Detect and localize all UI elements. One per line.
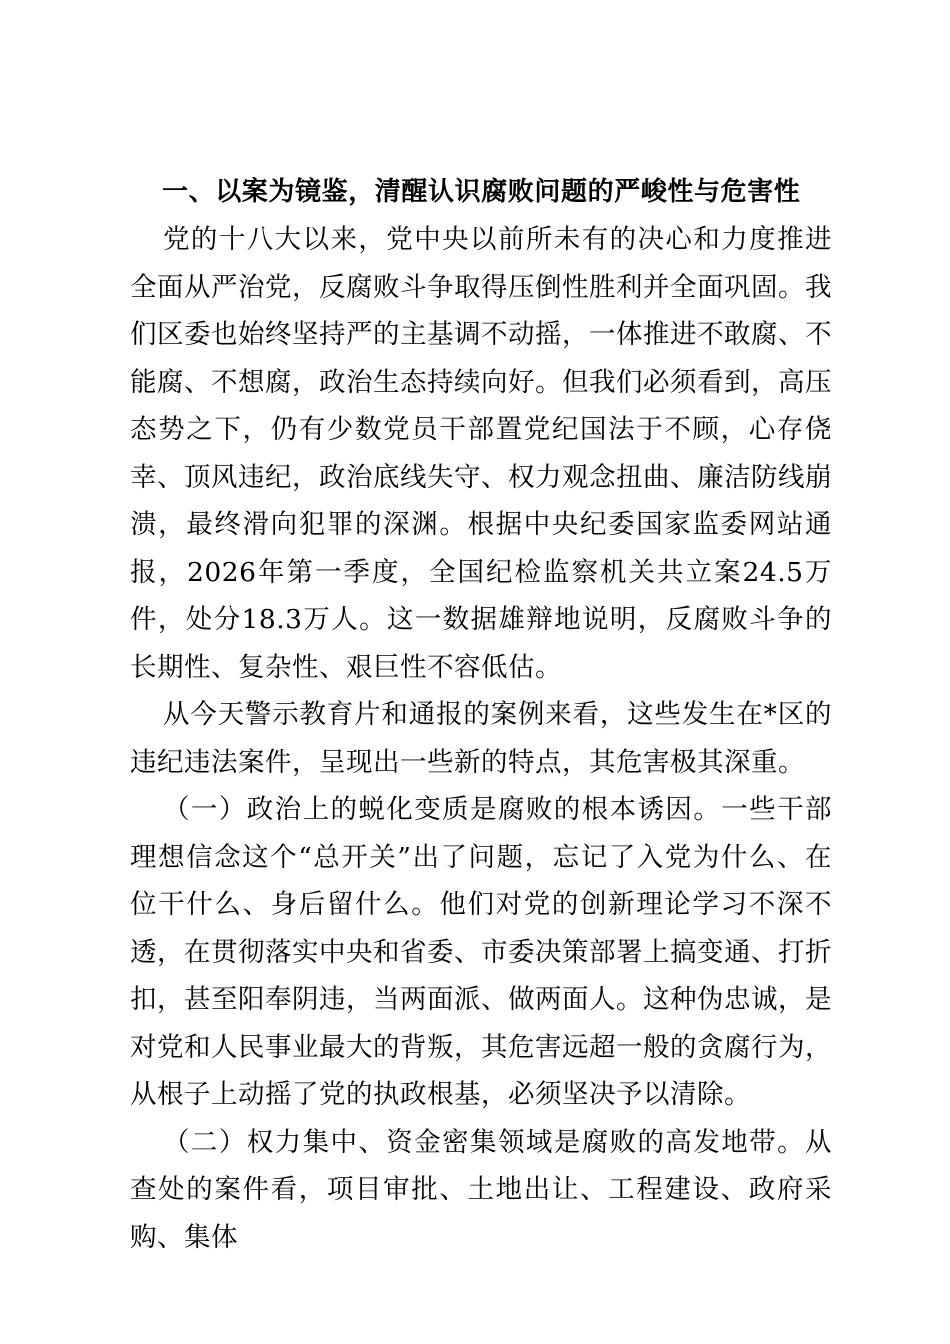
paragraph-intro: 党的十八大以来，党中央以前所未有的决心和力度推进全面从严治党，反腐败斗争取得压倒性胜利并全面巩固。我们区委也始终坚持严的主基调不动摇，一体推进不敢腐、不能腐、不想腐，政治生态持续向好。但我们必须看到，高压态势之下，仍有少数党员干部置党纪国法于不顾，心存侥幸、顶风违纪，政治底线失守、权力观念扭曲、廉洁防线崩溃，最终滑向犯罪的深渊。根据中央纪委国家监委网站通报，2026年第一季度，全国纪检监察机关共立案24.5万件，处分18.3万人。这一数据雄辩地说明，反腐败斗争的长期性、复杂性、艰巨性不容低估。 [130, 224, 832, 683]
paragraph-cases-overview: 从今天警示教育片和通报的案例来看，这些发生在*区的违纪违法案件，呈现出一些新的特点，其危害极其深重。 [130, 699, 832, 778]
document-body [130, 168, 832, 1261]
paragraph-point-one: （一）政治上的蜕化变质是腐败的根本诱因。一些干部理想信念这个“总开关”出了问题，忘记了入党为什么、在位干什么、身后留什么。他们对党的创新理论学习不深不透，在贯彻落实中央和省委、市委决策部署上搞变通、打折扣，甚至阳奉阴违，当两面派、做两面人。这种伪忠诚，是对党和人民事业最大的背叛，其危害远超一般的贪腐行为，从根子上动摇了党的执政根基，必须坚决予以清除。 [130, 794, 832, 1110]
paragraph-point-two: （二）权力集中、资金密集领域是腐败的高发地带。从查处的案件看，项目审批、土地出让、工程建设、政府采购、集体 [130, 1126, 832, 1253]
section-heading: 一、以案为镜鉴，清醒认识腐败问题的严峻性与危害性 [162, 177, 801, 207]
